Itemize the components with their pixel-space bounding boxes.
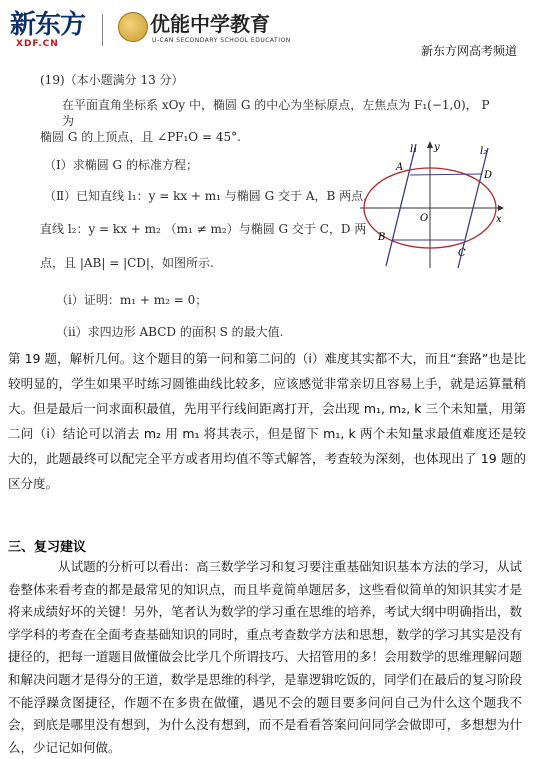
label-x: x: [496, 214, 502, 225]
xdf-logo-sub: XDF.CN: [16, 39, 59, 49]
ellipse-figure: [358, 140, 508, 272]
header-divider: [102, 14, 103, 46]
label-a: A: [396, 162, 404, 173]
section-paragraph: [8, 556, 522, 759]
analysis-paragraph: 第 19 题，解析几何。这个题目的第一问和第二问的（i）难度其实都不大，而且“套路”也是比较明显的，学生如果平时练习圆锥曲线比较多，应该感觉非常亲切且容易上手，就是运算量稍大。但是最后一问求面积最值，先用平行线间距离打开，会出现 m₁, m₂, k 三个未知量，用第二问（i）结论可以消去 m₂ 用 m₁ 将其表示，但是留下 m₁, k 两个未知量求最值难度还是较大的，此题最终可以配完全平方或者用均值不等式解答，考查较为深刻，也体现出了 19 题的区分度。: [8, 351, 526, 491]
label-b: B: [378, 232, 386, 243]
question-line2: 椭圆 G 的上顶点，且 ∠PF₁O = 45°.: [40, 130, 241, 144]
label-o: O: [420, 213, 429, 224]
xdf-logo: 新东方: [10, 10, 86, 40]
question-sub2: （ⅱ）求四边形 ABCD 的面积 S 的最大值.: [56, 325, 284, 339]
y-axis-arrow-icon: [427, 141, 433, 148]
x-axis-arrow-icon: [498, 205, 504, 211]
label-l1: l₁: [410, 144, 418, 155]
question-part2-a: （Ⅱ）已知直线 l₁：y = kx + m₁ 与椭圆 G 交于 A，B 两点，: [44, 189, 376, 203]
section-title: 三、复习建议: [8, 540, 87, 555]
question-part1: （Ⅰ）求椭圆 G 的标准方程；: [44, 158, 198, 172]
question-part2-b: 直线 l₂：y = kx + m₂ （m₁ ≠ m₂）与椭圆 G 交于 C，D 两: [40, 222, 367, 236]
label-c: C: [458, 248, 466, 259]
ucan-logo-sub: U-CAN SECONDARY SCHOOL EDUCATION: [152, 37, 291, 44]
question-part2-c: 点，且 |AB| = |CD|，如图所示.: [40, 256, 214, 270]
question-sub1: （ⅰ）证明：m₁ + m₂ = 0；: [56, 293, 208, 307]
label-l2: l₂: [480, 146, 488, 157]
label-d: D: [484, 170, 493, 181]
channel-link[interactable]: 新东方网高考频道: [420, 44, 517, 58]
ucan-badge-icon: [118, 12, 148, 42]
question-number: (19)（本小题满分 13 分）: [40, 73, 184, 87]
label-y: y: [434, 142, 440, 153]
question-line1: 在平面直角坐标系 xOy 中，椭圆 G 的中心为坐标原点，左焦点为 F₁(−1,0)， P 为: [62, 98, 490, 128]
section-paragraph-text: 从试题的分析可以看出：高三数学学习和复习要注重基础知识基本方法的学习，从试卷整体来看考查的都是最常见的知识点，而且毕竟简单题居多，这些看似简单的知识其实才是将来成绩好坏的关键！另外，笔者认为数学的学习重在思维的培养，考试大纲中明确指出，数学学科的考查在全面考查基础知识的同时，重点考查数学方法和思想，数学的学习其实是没有捷径的，把每一道题目做懂做会比学几个所谓技巧、大招管用的多！会用数学的思维理解问题和解决问题才是得分的王道，数学是思维的科学，是靠逻辑吃饭的，同学们在最后的复习阶段不能浮躁贪图捷径，作题不在多贵在做懂，遇见不会的题目要多问问自己为什么这个题我不会，到底是哪里没有想到，为什么没有想到，而不是看看答案问问同学会做即可，多想想为什么，少记记如何做。: [8, 559, 522, 755]
segment-ad: [410, 174, 481, 175]
ucan-logo: 优能中学教育: [150, 12, 270, 36]
